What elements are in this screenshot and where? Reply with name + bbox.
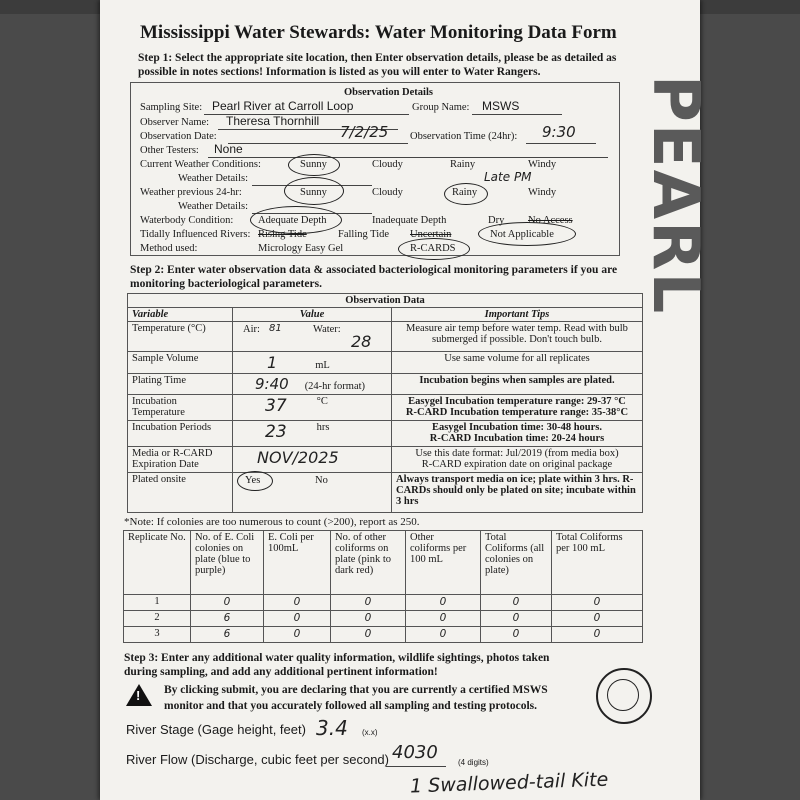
rep-row3-other-100[interactable]: 0 xyxy=(406,627,481,643)
expiration-tip2: R-CARD expiration date on original package xyxy=(421,459,613,470)
current-weather-sunny-circle xyxy=(288,154,340,176)
rep-row1-other-100[interactable]: 0 xyxy=(406,595,481,611)
temp-variable: Temperature (°C) xyxy=(128,322,233,352)
weather-prev-details-label: Weather Details: xyxy=(178,201,248,212)
rep-row2-ecoli[interactable]: 6 xyxy=(191,611,264,627)
rep-row3-total-100[interactable]: 0 xyxy=(552,627,643,643)
group-name-label: Group Name: xyxy=(412,102,470,113)
rep-row1-other[interactable]: 0 xyxy=(331,595,406,611)
plating-time-value[interactable] xyxy=(233,374,392,395)
plated-onsite-value[interactable] xyxy=(233,473,392,513)
waterbody-adequate[interactable]: Adequate Depth xyxy=(258,215,327,226)
river-flow-line xyxy=(386,766,446,767)
rep-row1-no: 1 xyxy=(124,595,191,611)
plated-onsite-variable: Plated onsite xyxy=(128,473,233,513)
current-weather-label: Current Weather Conditions: xyxy=(140,159,261,170)
rep-row2-total[interactable]: 0 xyxy=(481,611,552,627)
rep-header-ecoli-colonies: No. of E. Coli colonies on plate (blue to purple) xyxy=(191,531,264,595)
method-rcards-circle xyxy=(398,238,470,260)
tidal-rising[interactable]: Rising Tide xyxy=(258,229,307,240)
observation-time-label: Observation Time (24hr): xyxy=(410,131,518,142)
step3-line2: during sampling, and add any additional pertinent information! xyxy=(124,666,438,678)
colonies-note: *Note: If colonies are too numerous to count (>200), report as 250. xyxy=(124,516,420,528)
observation-time-line xyxy=(526,143,596,144)
river-flow-label: River Flow (Discharge, cubic feet per second) xyxy=(126,752,389,767)
step3-line1: Step 3: Enter any additional water quality information, wildlife sightings, photos taken xyxy=(124,652,550,664)
rep-header-total-colonies: Total Coliforms (all colonies on plate) xyxy=(481,531,552,595)
other-testers-label: Other Testers: xyxy=(140,145,199,156)
weather-prev-windy[interactable]: Windy xyxy=(528,187,557,198)
method-label: Method used: xyxy=(140,243,198,254)
river-flow-format: (4 digits) xyxy=(458,758,489,767)
observation-date-value[interactable]: 7/2/25 xyxy=(340,123,389,141)
expiration-tip1: Use this date format: Jul/2019 (from media box) xyxy=(415,448,619,459)
rep-row2-no: 2 xyxy=(124,611,191,627)
waterbody-label: Waterbody Condition: xyxy=(140,215,234,226)
current-weather-cloudy[interactable]: Cloudy xyxy=(372,159,403,170)
tidal-not-applicable[interactable]: Not Applicable xyxy=(490,229,554,240)
sample-volume-unit: mL xyxy=(315,360,330,371)
col-value: Value xyxy=(233,308,392,322)
step2-line1: Step 2: Enter water observation data & associated bacteriological monitoring parameters if you are xyxy=(130,264,618,276)
incubation-period-tip2: R-CARD Incubation time: 20-24 hours xyxy=(429,433,605,444)
incubation-period-variable: Incubation Periods xyxy=(128,421,233,447)
expiration-hand[interactable]: NOV/2025 xyxy=(257,448,339,467)
weather-prev-sunny-circle xyxy=(284,177,344,205)
rep-header-replicate: Replicate No. xyxy=(124,531,191,595)
rep-row3-ecoli[interactable]: 6 xyxy=(191,627,264,643)
plating-time-tip: Incubation begins when samples are plated. xyxy=(392,374,643,395)
method-easygel[interactable]: Micrology Easy Gel xyxy=(258,243,344,254)
late-pm-note: Late PM xyxy=(484,170,532,184)
tidal-uncertain[interactable]: Uncertain xyxy=(410,229,452,240)
weather-prev-rainy[interactable]: Rainy xyxy=(452,187,478,198)
incubation-temp-variable: Incubation Temperature xyxy=(128,395,233,421)
rep-row2-other-100[interactable]: 0 xyxy=(406,611,481,627)
certify-line2: monitor and that you accurately followed all sampling and testing protocols. xyxy=(164,700,538,712)
incubation-period-value[interactable] xyxy=(233,421,392,447)
rep-header-ecoli-per-100: E. Coli per 100mL xyxy=(264,531,331,595)
group-name-value[interactable]: MSWS xyxy=(482,99,520,113)
temp-water-value[interactable]: 28 xyxy=(351,332,372,351)
col-tips: Important Tips xyxy=(392,308,643,322)
observer-name-label: Observer Name: xyxy=(140,117,210,128)
incubation-temp-hand[interactable]: 37 xyxy=(265,396,287,416)
certify-line1: By clicking submit, you are declaring that you are currently a certified MSWS xyxy=(164,684,548,696)
handwritten-note[interactable]: 1 Swallowed-tail Kite xyxy=(409,768,609,798)
incubation-period-tip1: Easygel Incubation time: 30-48 hours. xyxy=(431,422,603,433)
temp-water-label: Water: xyxy=(313,324,341,335)
current-weather-rainy[interactable]: Rainy xyxy=(450,159,476,170)
plated-onsite-yes[interactable]: Yes xyxy=(245,475,261,486)
incubation-temp-tip1: Easygel Incubation temperature range: 29-37 °C xyxy=(408,396,626,407)
sample-volume-value[interactable] xyxy=(233,352,392,374)
weather-prev-label: Weather previous 24-hr: xyxy=(140,187,242,198)
group-name-line xyxy=(472,114,562,115)
temp-air-label: Air: xyxy=(243,324,260,335)
rep-row2-total-100[interactable]: 0 xyxy=(552,611,643,627)
plated-onsite-tip: Always transport media on ice; plate within 3 hrs. R-CARDs should only be plated on site; incubate within 3 hrs xyxy=(392,473,643,513)
pearl-side-stamp: PEARL xyxy=(638,75,712,316)
expiration-value[interactable] xyxy=(233,447,392,473)
tidal-label: Tidally Influenced Rivers: xyxy=(140,229,251,240)
river-stage-value[interactable]: 3.4 xyxy=(316,716,348,740)
form-paper xyxy=(100,0,712,800)
step2-line2: monitoring bacteriological parameters. xyxy=(130,278,322,290)
replicate-table xyxy=(123,530,643,643)
sample-volume-variable: Sample Volume xyxy=(128,352,233,374)
incubation-period-unit: hrs xyxy=(316,422,330,433)
observation-date-line xyxy=(228,143,408,144)
current-weather-details-label: Weather Details: xyxy=(178,173,248,184)
plating-time-unit: (24-hr format) xyxy=(304,381,366,392)
other-testers-line xyxy=(208,157,608,158)
expiration-variable: Media or R-CARD Expiration Date xyxy=(128,447,233,473)
seal-inner-ring xyxy=(607,679,639,711)
rep-header-other-per-100: Other coliforms per 100 mL xyxy=(406,531,481,595)
rep-row3-total[interactable]: 0 xyxy=(481,627,552,643)
plated-onsite-yes-circle xyxy=(237,471,273,491)
rep-header-total-per-100: Total Coliforms per 100 mL xyxy=(552,531,643,595)
page-title: Mississippi Water Stewards: Water Monitoring Data Form xyxy=(140,22,617,43)
incubation-temp-unit: °C xyxy=(316,396,328,407)
temp-air-value[interactable]: 81 xyxy=(269,323,282,334)
waterbody-no-access[interactable]: No Access xyxy=(528,215,573,226)
temp-tip: Measure air temp before water temp. Read with bulb submerged if possible. Don't touch bulb. xyxy=(392,322,643,352)
rep-row1-ecoli[interactable]: 0 xyxy=(191,595,264,611)
observation-data-header: Observation Data xyxy=(128,294,643,308)
method-rcards[interactable]: R-CARDS xyxy=(410,243,456,254)
tidal-falling[interactable]: Falling Tide xyxy=(338,229,390,240)
observation-time-value[interactable]: 9:30 xyxy=(542,123,576,141)
rep-row1-ecoli-100[interactable]: 0 xyxy=(264,595,331,611)
step1-line2: possible in notes sections! Information is listed as you will enter to Water Rangers. xyxy=(138,66,541,78)
weather-prev-sunny[interactable]: Sunny xyxy=(300,187,327,198)
current-weather-windy[interactable]: Windy xyxy=(528,159,557,170)
sample-volume-tip: Use same volume for all replicates xyxy=(392,352,643,374)
rep-row1-total-100[interactable]: 0 xyxy=(552,595,643,611)
sample-volume-hand[interactable]: 1 xyxy=(267,353,278,372)
rep-row3-other[interactable]: 0 xyxy=(331,627,406,643)
plating-time-hand[interactable]: 9:40 xyxy=(255,375,289,393)
incubation-temp-value[interactable] xyxy=(233,395,392,421)
weather-prev-cloudy[interactable]: Cloudy xyxy=(372,187,403,198)
rep-header-other-colonies: No. of other coliforms on plate (pink to dark red) xyxy=(331,531,406,595)
river-stage-label: River Stage (Gage height, feet) xyxy=(126,722,306,737)
sampling-site-label: Sampling Site: xyxy=(140,102,203,113)
plating-time-variable: Plating Time xyxy=(128,374,233,395)
tidal-not-applicable-circle xyxy=(478,222,576,246)
plated-onsite-no[interactable]: No xyxy=(315,475,328,486)
observation-date-label: Observation Date: xyxy=(140,131,217,142)
observation-data-table xyxy=(127,293,643,513)
rep-row2-ecoli-100[interactable]: 0 xyxy=(264,611,331,627)
step1-line1: Step 1: Select the appropriate site location, then Enter observation details, please be as detailed as xyxy=(138,52,617,64)
waterbody-dry[interactable]: Dry xyxy=(488,215,505,226)
rep-row2-other[interactable]: 0 xyxy=(331,611,406,627)
observation-details-header: Observation Details xyxy=(344,87,433,98)
river-flow-value[interactable]: 4030 xyxy=(392,742,438,763)
river-stage-format: (x.x) xyxy=(362,728,378,737)
incubation-period-hand[interactable]: 23 xyxy=(265,422,287,442)
other-testers-value[interactable]: None xyxy=(214,142,243,156)
col-variable: Variable xyxy=(128,308,233,322)
waterbody-inadequate[interactable]: Inadequate Depth xyxy=(372,215,447,226)
mississippi-water-stewards-seal xyxy=(596,668,652,724)
incubation-temp-tip2: R-CARD Incubation temperature range: 35-38°C xyxy=(405,407,629,418)
sampling-site-value[interactable]: Pearl River at Carroll Loop xyxy=(212,99,354,113)
temp-value[interactable] xyxy=(233,322,392,352)
rep-row1-total[interactable]: 0 xyxy=(481,595,552,611)
rep-row3-no: 3 xyxy=(124,627,191,643)
rep-row3-ecoli-100[interactable]: 0 xyxy=(264,627,331,643)
observer-name-value[interactable]: Theresa Thornhill xyxy=(226,114,320,128)
warning-exclamation-icon: ! xyxy=(136,688,141,703)
weather-prev-rainy-circle xyxy=(444,183,488,205)
current-weather-sunny[interactable]: Sunny xyxy=(300,159,327,170)
